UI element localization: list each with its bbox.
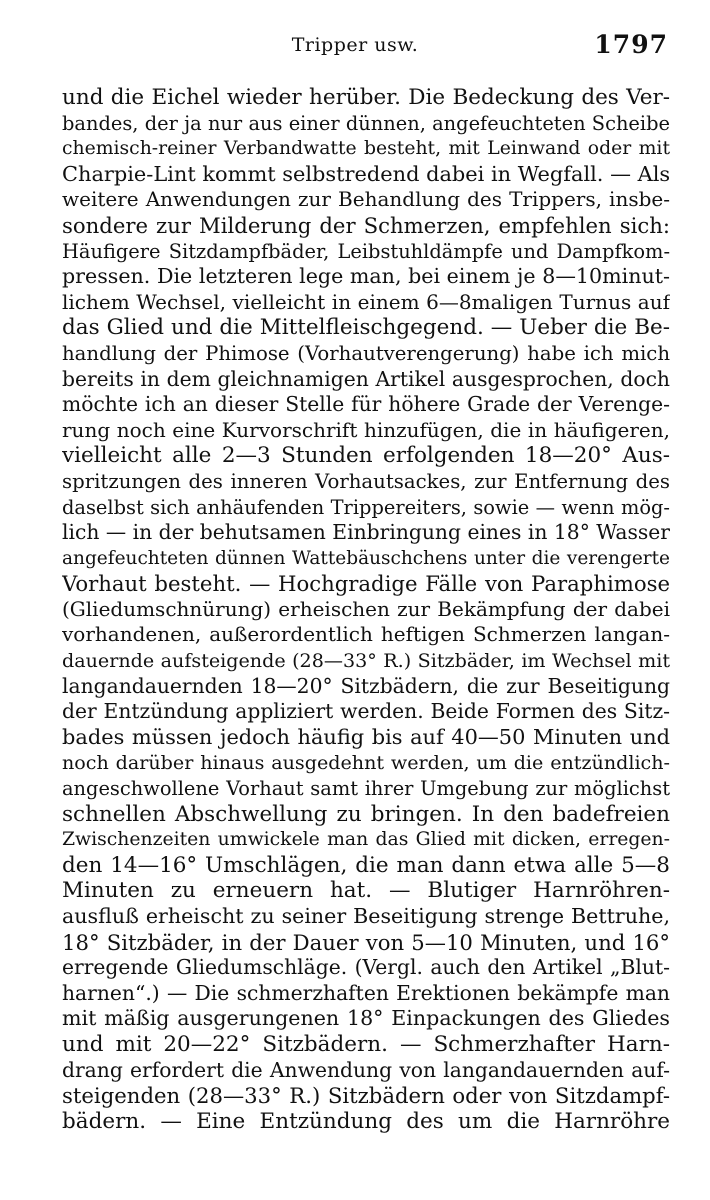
text-line: möchte ich an dieser Stelle für höhere Grade der Verenge- (62, 392, 670, 417)
text-line: ausfluß erheischt zu seiner Beseitigung strenge Bettruhe, (62, 904, 670, 928)
text-line: daselbst sich anhäufenden Trippereiters, sowie — wenn mög- (62, 495, 670, 519)
text-line: lich — in der behutsamen Einbringung eines in 18° Wasser (62, 520, 670, 545)
text-line: das Glied und die Mittelfleischgegend. — Ueber die Be- (62, 315, 670, 341)
text-line: bädern. — Eine Entzündung des um die Harnröhre (62, 1108, 670, 1134)
text-line: bandes, der ja nur aus einer dünnen, angefeuchteten Scheibe (62, 111, 670, 135)
text-line: handlung der Phimose (Vorhautverengerung) habe ich mich (62, 341, 670, 365)
text-line: und mit 20—22° Sitzbädern. — Schmerzhafter Harn- (62, 1031, 670, 1057)
text-line: der Entzündung appliziert werden. Beide Formen des Sitz- (62, 699, 670, 724)
body-text (62, 85, 670, 1134)
text-line: und die Eichel wieder herüber. Die Bedeckung des Ver- (62, 85, 670, 110)
text-line: chemisch-reiner Verbandwatte besteht, mit Leinwand oder mit (62, 138, 670, 160)
text-line: den 14—16° Umschlägen, die man dann etwa alle 5—8 (62, 852, 670, 878)
page-number: 1797 (594, 30, 668, 59)
text-line: langandauernden 18—20° Sitzbädern, die zur Beseitigung (62, 673, 670, 698)
text-line: bereits in dem gleichnamigen Artikel ausgesprochen, doch (62, 366, 670, 391)
text-line: Minuten zu erneuern hat. — Blutiger Harnröhren- (62, 878, 670, 904)
text-line: Vorhaut besteht. — Hochgradige Fälle von Paraphimose (62, 571, 670, 597)
running-head: Tripper usw. (291, 34, 419, 56)
text-line: mit mäßig ausgerungenen 18° Einpackungen des Gliedes (62, 1006, 670, 1031)
text-line: (Gliedumschnürung) erheischen zur Bekämpfung der dabei (62, 596, 670, 621)
text-line: pressen. Die letzteren lege man, bei einem je 8—10minut- (62, 264, 670, 289)
text-line: Häufigere Sitzdampfbäder, Leibstuhldämpfe und Dampfkom- (62, 239, 670, 263)
text-line: Charpie-Lint kommt selbstredend dabei in Wegfall. — Als (62, 161, 670, 186)
text-line: 18° Sitzbäder, in der Dauer von 5—10 Minuten, und 16° (62, 929, 670, 955)
text-line: spritzungen des inneren Vorhautsackes, zur Entfernung des (62, 469, 670, 493)
text-line: schnellen Abschwellung zu bringen. In den badefreien (62, 801, 670, 827)
page-header (0, 30, 710, 70)
text-line: drang erfordert die Anwendung von langandauernden auf- (62, 1057, 670, 1082)
text-line: angefeuchteten dünnen Wattebäuschchens unter die verengerte (62, 547, 670, 569)
text-line: vorhandenen, außerordentlich heftigen Schmerzen langan- (62, 622, 670, 647)
text-line: rung noch eine Kurvorschrift hinzufügen, die in häufigeren, (62, 417, 670, 442)
text-line: weitere Anwendungen zur Behandlung des Trippers, insbe- (62, 187, 670, 212)
text-line: steigenden (28—33° R.) Sitzbädern oder von Sitzdampf- (62, 1083, 670, 1109)
text-line: Zwischenzeiten umwickele man das Glied mit dicken, erregen- (62, 829, 670, 851)
text-line: noch darüber hinaus ausgedehnt werden, um die entzündlich- (62, 751, 670, 775)
text-line: vielleicht alle 2—3 Stunden erfolgenden 18—20° Aus- (62, 443, 670, 469)
text-line: angeschwollene Vorhaut samt ihrer Umgebung zur möglichst (62, 777, 670, 801)
text-line: sondere zur Milderung der Schmerzen, empfehlen sich: (62, 212, 670, 238)
text-line: bades müssen jedoch häufig bis auf 40—50 Minuten und (62, 724, 670, 749)
text-line: dauernde aufsteigende (28—33° R.) Sitzbäder, im Wechsel mit (62, 649, 670, 673)
text-line: erregende Gliedumschläge. (Vergl. auch den Artikel „Blut- (62, 955, 670, 980)
text-line: harnen“.) — Die schmerzhaften Erektionen bekämpfe man (62, 980, 670, 1005)
text-line: lichem Wechsel, vielleicht in einem 6—8maligen Turnus auf (62, 289, 670, 314)
